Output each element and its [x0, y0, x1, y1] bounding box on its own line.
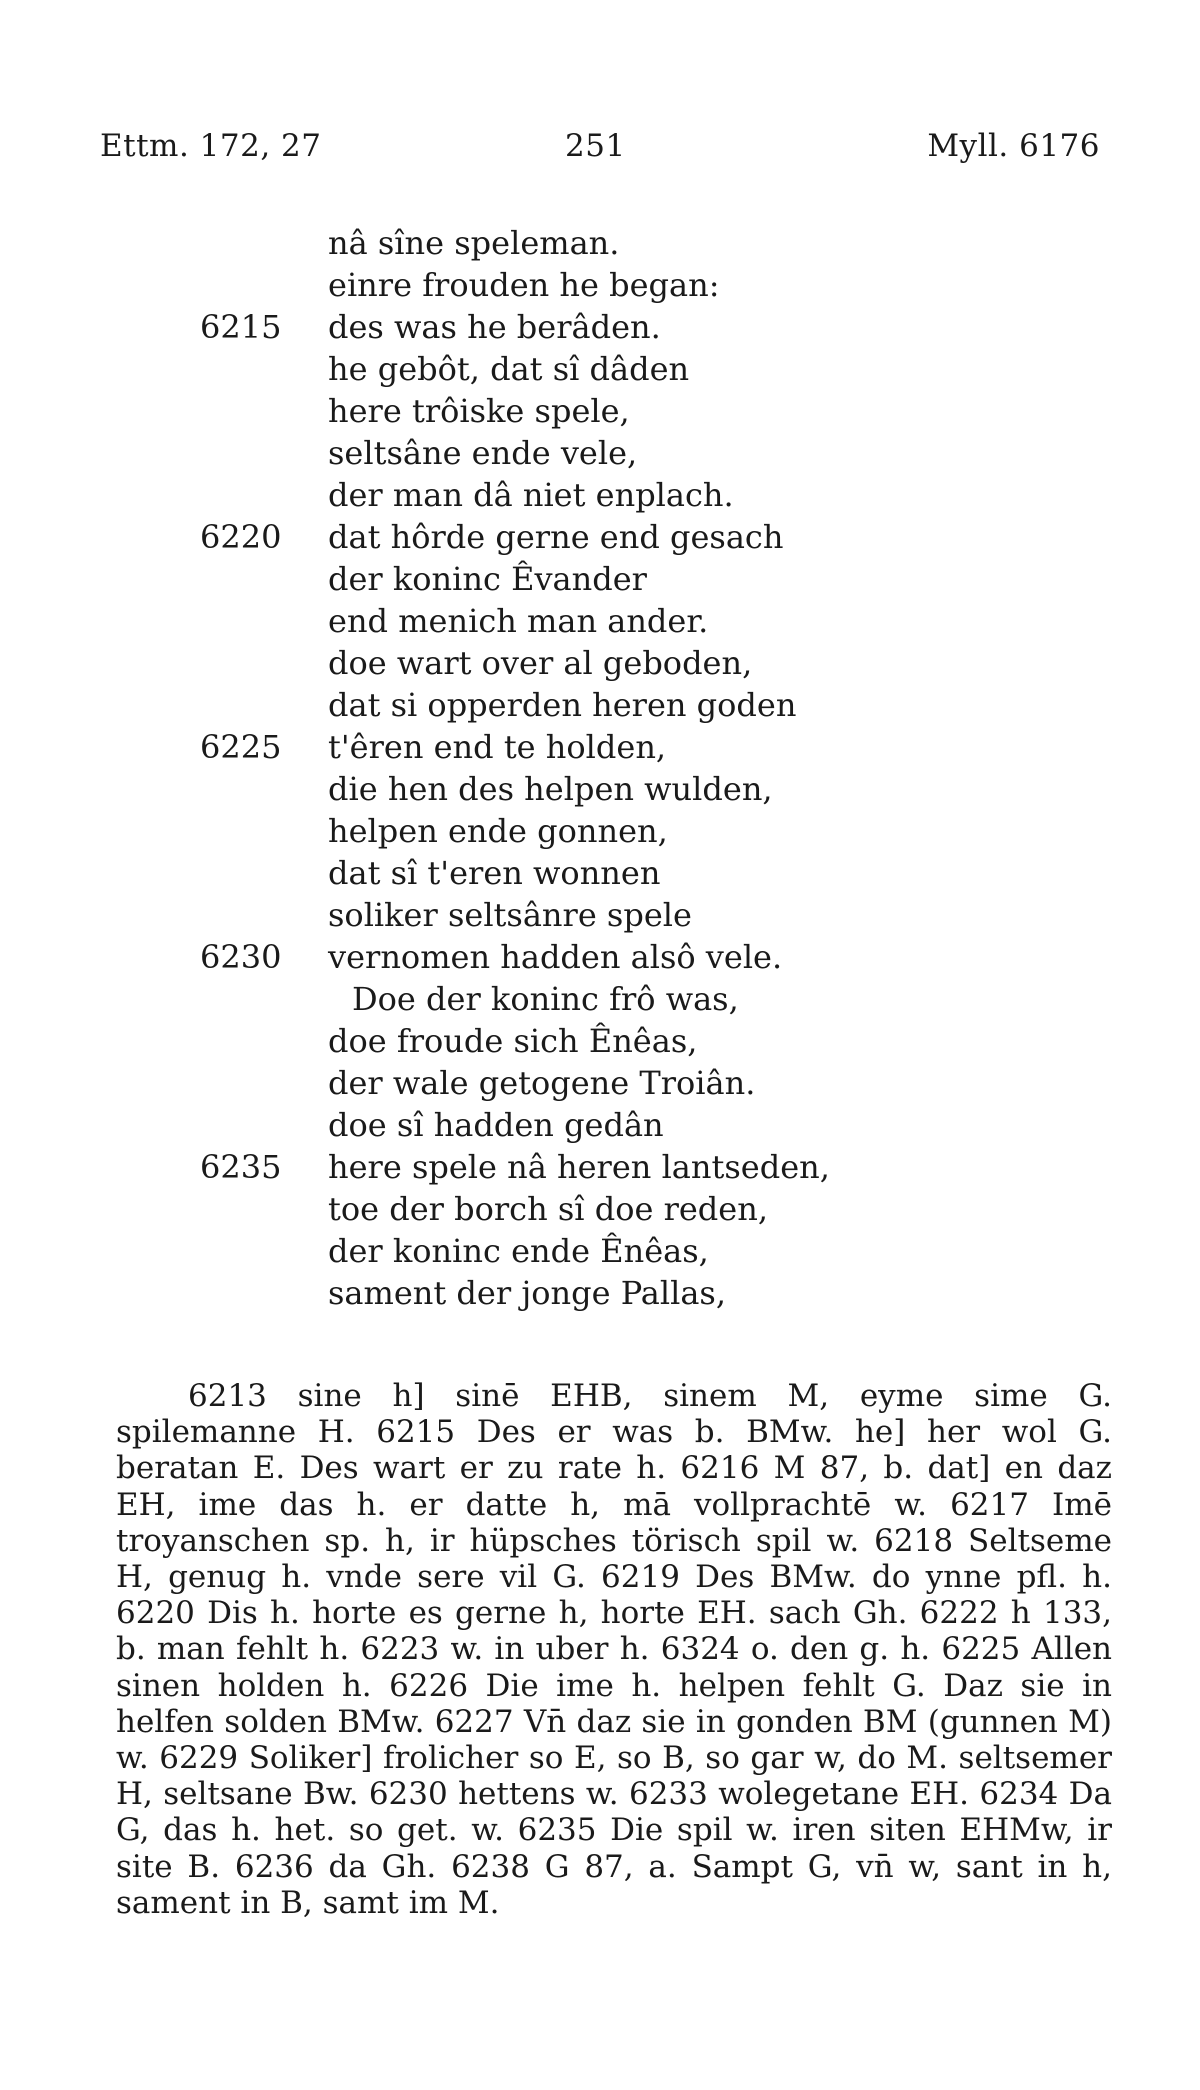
- header-left-reference: Ettm. 172, 27: [100, 128, 322, 164]
- verse-text: die hen des helpen wulden,: [328, 770, 773, 808]
- verse-text: end menich man ander.: [328, 602, 709, 640]
- verse-text: vernomen hadden alsô vele.: [328, 938, 783, 976]
- verse-line-number: 6225: [200, 728, 282, 766]
- verse-text: der man dâ niet enplach.: [328, 476, 734, 514]
- verse-line-number: 6230: [200, 938, 282, 976]
- verse-line: [200, 222, 900, 264]
- verse-line: [200, 1188, 900, 1230]
- verse-text: soliker seltsânre spele: [328, 896, 692, 934]
- verse-line: [200, 348, 900, 390]
- verse-text: doe froude sich Ênêas,: [328, 1022, 698, 1060]
- verse-text: nâ sîne speleman.: [328, 224, 620, 262]
- verse-text: einre frouden he began:: [328, 266, 720, 304]
- verse-text: here trôiske spele,: [328, 392, 630, 430]
- verse-text: des was he berâden.: [328, 308, 661, 346]
- verse-line: [200, 390, 900, 432]
- apparatus-text: 6213 sine h] sinē EHB, sinem M, eyme sime G. spilemanne H. 6215 Des er was b. BMw. he] her wol G. beratan E. Des wart er zu rate h. 6216 M 87, b. dat] en daz EH, ime das h. er datte h, mā vollprachtē w. 6217 Imē troyanschen sp. h, ir hüpsches törisch spil w. 6218 Seltseme H, genug h. vnde sere vil G. 6219 Des BMw. do ynne pfl. h. 6220 Dis h. horte es gerne h, horte EH. sach Gh. 6222 h 133, b. man fehlt h. 6223 w. in uber h. 6324 o. den g. h. 6225 Allen sinen holden h. 6226 Die ime h. helpen fehlt G. Daz sie in helfen solden BMw. 6227 Vn̄ daz sie in gonden BM (gunnen M) w. 6229 Soliker] frolicher so E, so B, so gar w, do M. seltsemer H, seltsane Bw. 6230 hettens w. 6233 wolegetane EH. 6234 Da G, das h. het. so get. w. 6235 Die spil w. iren siten EHMw, ir site B. 6236 da Gh. 6238 G 87, a. Sampt G, vn̄ w, sant in h, sament in B, samt im M.: [116, 1378, 1112, 1921]
- verse-line-number: 6215: [200, 308, 282, 346]
- verse-line: [200, 810, 900, 852]
- page-header: [100, 128, 1100, 178]
- verse-text: seltsâne ende vele,: [328, 434, 638, 472]
- verse-text: dat si opperden heren goden: [328, 686, 797, 724]
- verse-text: der koninc Êvander: [328, 560, 647, 598]
- verse-line-number: 6235: [200, 1148, 282, 1186]
- verse-text: der wale getogene Troiân.: [328, 1064, 756, 1102]
- verse-text: dat hôrde gerne end gesach: [328, 518, 784, 556]
- verse-line: [200, 558, 900, 600]
- verse-line: [200, 852, 900, 894]
- verse-line: [200, 768, 900, 810]
- verse-line: [200, 474, 900, 516]
- verse-text: here spele nâ heren lantseden,: [328, 1148, 830, 1186]
- verse-line-number: 6220: [200, 518, 282, 556]
- verse-text: Doe der koninc frô was,: [352, 980, 739, 1018]
- verse-text: t'êren end te holden,: [328, 728, 667, 766]
- verse-line: [200, 1146, 900, 1188]
- page-number: 251: [565, 128, 626, 164]
- verse-line: [200, 306, 900, 348]
- verse-line: [200, 978, 900, 1020]
- verse-text: doe wart over al geboden,: [328, 644, 753, 682]
- verse-line: [200, 516, 900, 558]
- verse-line: [200, 1230, 900, 1272]
- verse-text: dat sî t'eren wonnen: [328, 854, 661, 892]
- verse-line: [200, 642, 900, 684]
- verse-line: [200, 1272, 900, 1314]
- verse-text: he gebôt, dat sî dâden: [328, 350, 690, 388]
- verse-text: doe sî hadden gedân: [328, 1106, 664, 1144]
- verse-text: toe der borch sî doe reden,: [328, 1190, 768, 1228]
- verse-line: [200, 1104, 900, 1146]
- verse-line: [200, 600, 900, 642]
- verse-line: [200, 684, 900, 726]
- verse-line: [200, 726, 900, 768]
- verse-text: sament der jonge Pallas,: [328, 1274, 727, 1312]
- verse-line: [200, 264, 900, 306]
- verse-line: [200, 432, 900, 474]
- verse-line: [200, 1062, 900, 1104]
- verse-line: [200, 936, 900, 978]
- verse-text: helpen ende gonnen,: [328, 812, 668, 850]
- verse-line: [200, 894, 900, 936]
- critical-apparatus: [116, 1378, 1112, 1921]
- verse-block: [200, 222, 900, 1314]
- verse-text: der koninc ende Ênêas,: [328, 1232, 709, 1270]
- header-right-reference: Myll. 6176: [927, 128, 1100, 164]
- verse-line: [200, 1020, 900, 1062]
